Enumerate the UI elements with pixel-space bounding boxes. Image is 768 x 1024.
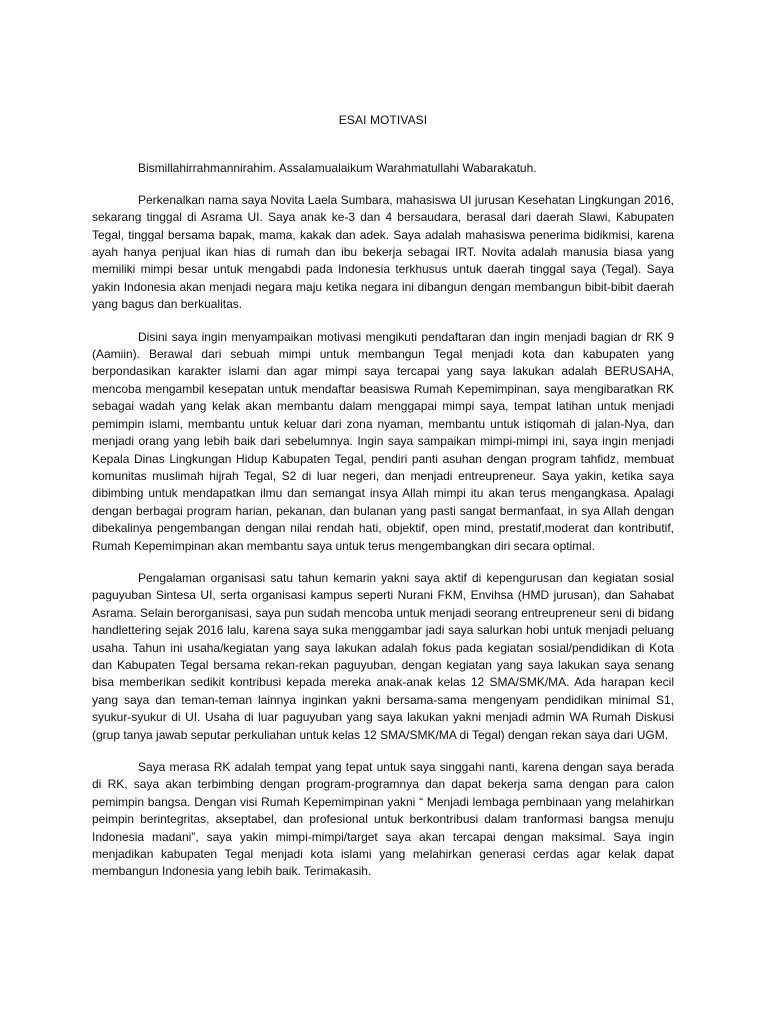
essay-paragraph-motivation: Disini saya ingin menyampaikan motivasi mengikuti pendaftaran dan ingin menjadi bagian dr RK 9 (Aamiin). Berawal dari sebuah mimpi untuk membangun Tegal menjadi kota dan kabupaten yang berpondasikan karakter islami dan agar mimpi saya tercapai yang saya lakukan adalah BERUSAHA, mencoba mengambil kesepatan untuk mendaftar beasiswa Rumah Kepemimpinan, saya mengibaratkan RK sebagai wadah yang kelak akan membantu dalam menggapai mimpi saya, tempat latihan untuk menjadi pemimpin islami, membantu untuk keluar dari zona nyaman, membantu untuk istiqomah di jalan-Nya, dan menjadi orang yang lebih baik dari sebelumnya. Ingin saya sampaikan mimpi-mimpi ini, saya ingin menjadi Kepala Dinas Lingkungan Hidup Kabupaten Tegal, pendiri panti asuhan dengan program tahfidz, membuat komunitas muslimah hijrah Tegal, S2 di luar negeri, dan menjadi entreupreneur. Saya yakin, ketika saya dibimbing untuk mendapatkan ilmu dan semangat insya Allah mimpi itu akan terus mengangkasa. Apalagi dengan berbagai program harian, pekanan, dan bulanan yang pasti sangat bermanfaat, in sya Allah dengan dibekalinya pengembangan dengan nilai rendah hati, objektif, open mind, prestatif,moderat dan kontributif, Rumah Kepemimpinan akan membantu saya untuk terus mengembangkan diri secara optimal. bbox=[92, 329, 674, 553]
essay-paragraph-introduction: Perkenalkan nama saya Novita Laela Sumbara, mahasiswa UI jurusan Kesehatan Lingkungan 2016, sekarang tinggal di Asrama UI. Saya anak ke-3 dan 4 bersaudara, berasal dari daerah Slawi, Kabupaten Tegal, tinggal bersama bapak, mama, kakak dan adek. Saya adalah mahasiswa penerima bidikmisi, karena ayah hanya penjual ikan hias di rumah dan ibu bekerja sebagai IRT. Novita adalah manusia biasa yang memiliki mimpi besar untuk mengabdi pada Indonesia terkhusus untuk daerah tinggal saya (Tegal). Saya yakin Indonesia akan menjadi negara maju ketika negara ini dibangun dengan membangun bibit-bibit daerah yang bagus dan berkualitas. bbox=[92, 192, 674, 312]
essay-paragraph-greeting: Bismillahirrahmannirahim. Assalamualaikum Warahmatullahi Wabarakatuh. bbox=[138, 161, 537, 176]
essay-page bbox=[92, 112, 674, 896]
essay-paragraph-experience: Pengalaman organisasi satu tahun kemarin yakni saya aktif di kepengurusan dan kegiatan sosial paguyuban Sintesa UI, serta organisasi kampus seperti Nurani FKM, Envihsa (HMD jurusan), dan Sahabat Asrama. Selain berorganisasi, saya pun sudah mencoba untuk menjadi seorang entreupreneur seni di bidang handlettering sejak 2016 lalu, karena saya suka menggambar jadi saya salurkan hobi untuk menjadi peluang usaha. Tahun ini usaha/kegiatan yang saya lakukan adalah fokus pada kegiatan sosial/pendidikan di Kota dan Kabupaten Tegal bersama rekan-rekan paguyuban, dengan kegiatan yang saya lakukan saya senang bisa memberikan sedikit kontribusi kepada mereka anak-anak kelas 12 SMA/SMK/MA. Ada harapan kecil yang saya dan teman-teman lainnya inginkan yakni bersama-sama mengenyam pendidikan minimal S1, syukur-syukur di UI. Usaha di luar paguyuban yang saya lakukan yakni menjadi admin WA Rumah Diskusi (grup tanya jawab seputar perkuliahan untuk kelas 12 SMA/SMK/MA di Tegal) dengan rekan saya dari UGM. bbox=[92, 570, 674, 742]
essay-title: ESAI MOTIVASI bbox=[338, 113, 428, 127]
essay-paragraph-closing: Saya merasa RK adalah tempat yang tepat untuk saya singgahi nanti, karena dengan saya berada di RK, saya akan terbimbing dengan program-programnya dan dapat bekerja sama dengan para calon pemimpin bangsa. Dengan visi Rumah Kepemimpinan yakni “ Menjadi lembaga pembinaan yang melahirkan peimpin berintegritas, akseptabel, dan profesional untuk berkontribusi dalam tranformasi bangsa menuju Indonesia madani”, saya yakin mimpi-mimpi/target saya akan tercapai dengan maksimal. Saya ingin menjadikan kabupaten Tegal menjadi kota islami yang melahirkan generasi cerdas agar kelak dapat membangun Indonesia yang lebih baik. Terimakasih. bbox=[92, 760, 674, 879]
